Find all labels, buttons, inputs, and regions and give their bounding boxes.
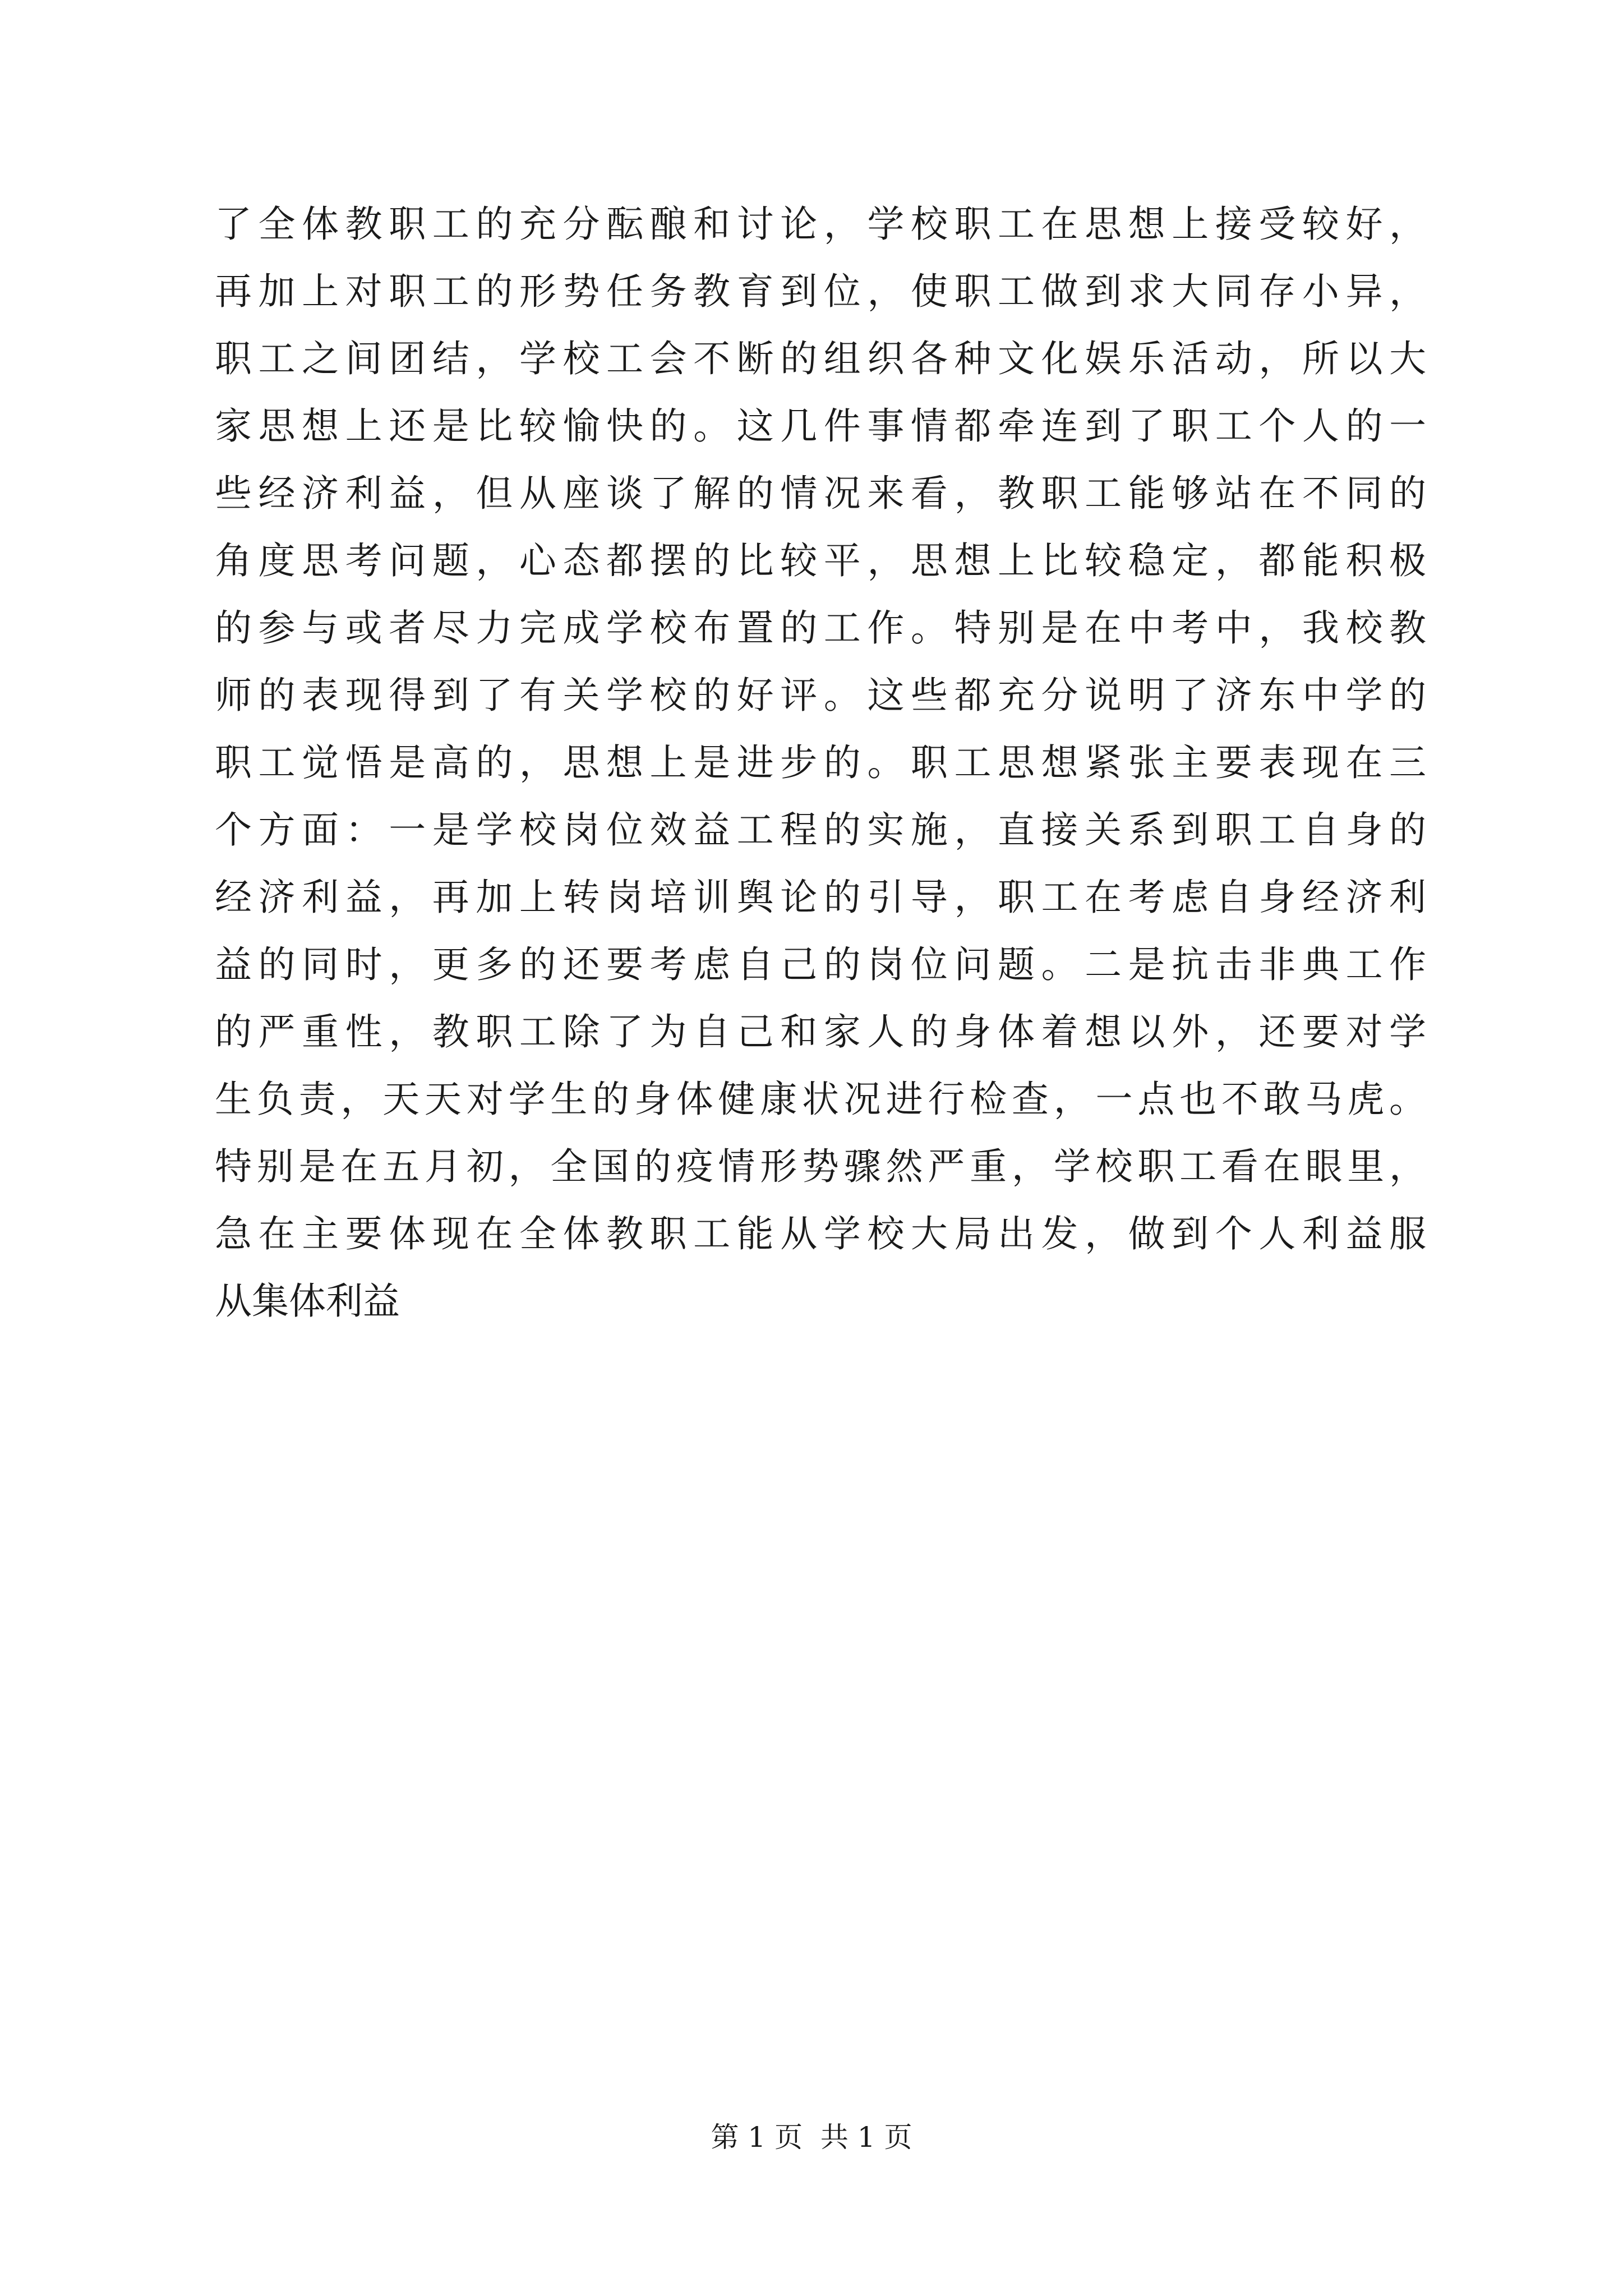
text-line: 经济利益，再加上转岗培训舆论的引导，职工在考虑自身经济利 (215, 876, 1426, 919)
text-line: 的参与或者尽力完成学校布置的工作。特别是在中考中，我校教 (215, 606, 1426, 650)
text-line: 生负责，天天对学生的身体健康状况进行检查，一点也不敢马虎。 (215, 1078, 1426, 1121)
text-line: 角度思考问题，心态都摆的比较平，思想上比较稳定，都能积极 (215, 539, 1426, 582)
text-line: 益的同时，更多的还要考虑自己的岗位问题。二是抗击非典工作 (215, 943, 1426, 986)
text-line: 再加上对职工的形势任务教育到位，使职工做到求大同存小异， (215, 270, 1426, 313)
text-line: 急在主要体现在全体教职工能从学校大局出发，做到个人利益服 (215, 1212, 1426, 1255)
text-line: 职工之间团结，学校工会不断的组织各种文化娱乐活动，所以大 (215, 337, 1426, 380)
body-text (215, 191, 1426, 1335)
text-line: 从集体利益 (215, 1280, 400, 1323)
text-line: 特别是在五月初，全国的疫情形势骤然严重，学校职工看在眼里， (215, 1145, 1426, 1188)
text-line: 师的表现得到了有关学校的好评。这些都充分说明了济东中学的 (215, 674, 1426, 717)
text-line: 了全体教职工的充分酝酿和讨论，学校职工在思想上接受较好， (215, 203, 1426, 246)
page-footer: 第 1 页 共 1 页 (711, 2121, 912, 2154)
text-line: 些经济利益，但从座谈了解的情况来看，教职工能够站在不同的 (215, 472, 1426, 515)
text-line: 职工觉悟是高的，思想上是进步的。职工思想紧张主要表现在三 (215, 741, 1426, 784)
text-line: 个方面：一是学校岗位效益工程的实施，直接关系到职工自身的 (215, 808, 1426, 852)
text-line: 的严重性，教职工除了为自己和家人的身体着想以外，还要对学 (215, 1010, 1426, 1053)
text-line: 家思想上还是比较愉快的。这几件事情都牵连到了职工个人的一 (215, 404, 1426, 448)
